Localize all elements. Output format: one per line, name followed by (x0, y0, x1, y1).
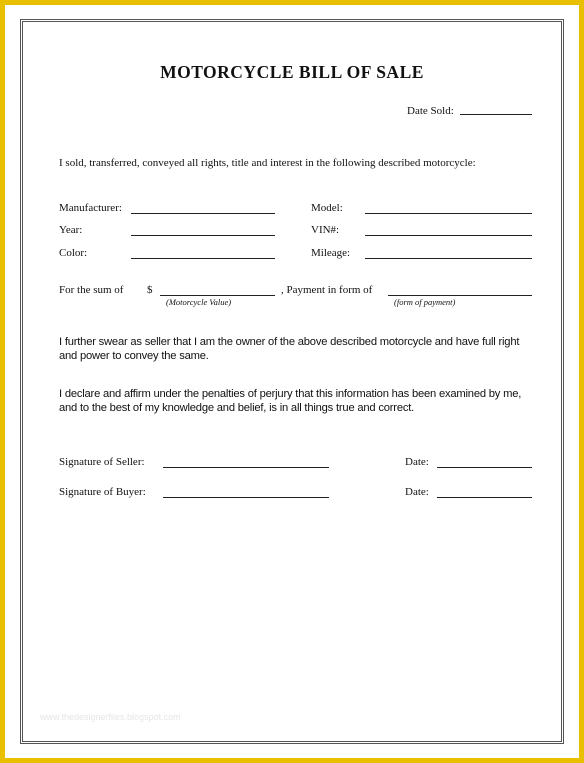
perjury-declaration: I declare and affirm under the penalties of perjury that this information has been examined by me, and to the best of my knowledge and belief, is in all things true and correct. (59, 388, 522, 414)
document-page (5, 5, 579, 758)
payment-form-label: , Payment in form of (281, 284, 373, 296)
seller-signature-label: Signature of Seller: (59, 456, 145, 468)
buyer-signature-field[interactable] (163, 497, 329, 498)
date-sold-field[interactable] (460, 114, 532, 115)
model-label: Model: (311, 202, 343, 214)
vin-field[interactable] (365, 235, 532, 236)
model-field[interactable] (365, 213, 532, 214)
ownership-oath: I further swear as seller that I am the owner of the above described motorcycle and have full right and power to convey the same. (59, 336, 520, 362)
buyer-date-field[interactable] (437, 497, 532, 498)
intro-text: I sold, transferred, conveyed all rights, title and interest in the following described motorcycle: (59, 157, 476, 169)
currency-symbol: $ (147, 284, 153, 296)
year-label: Year: (59, 224, 83, 236)
color-label: Color: (59, 247, 88, 259)
mileage-field[interactable] (365, 258, 532, 259)
site-watermark: www.thedesignerfiles.blogspot.com (40, 712, 181, 722)
motorcycle-value-field[interactable] (160, 295, 275, 296)
manufacturer-field[interactable] (131, 213, 275, 214)
payment-form-field[interactable] (388, 295, 532, 296)
date-sold-label: Date Sold: (407, 105, 454, 117)
color-field[interactable] (131, 258, 275, 259)
seller-date-label: Date: (405, 456, 429, 468)
year-field[interactable] (131, 235, 275, 236)
sum-label: For the sum of (59, 284, 124, 296)
buyer-signature-label: Signature of Buyer: (59, 486, 146, 498)
seller-signature-field[interactable] (163, 467, 329, 468)
vin-label: VIN#: (311, 224, 340, 236)
seller-date-field[interactable] (437, 467, 532, 468)
document-title: MOTORCYCLE BILL OF SALE (160, 62, 424, 82)
payment-form-hint: (form of payment) (394, 297, 456, 307)
buyer-date-label: Date: (405, 486, 429, 498)
motorcycle-value-hint: (Motorcycle Value) (166, 297, 232, 307)
manufacturer-label: Manufacturer: (59, 202, 122, 214)
page-border (20, 19, 564, 744)
mileage-label: Mileage: (311, 247, 351, 259)
